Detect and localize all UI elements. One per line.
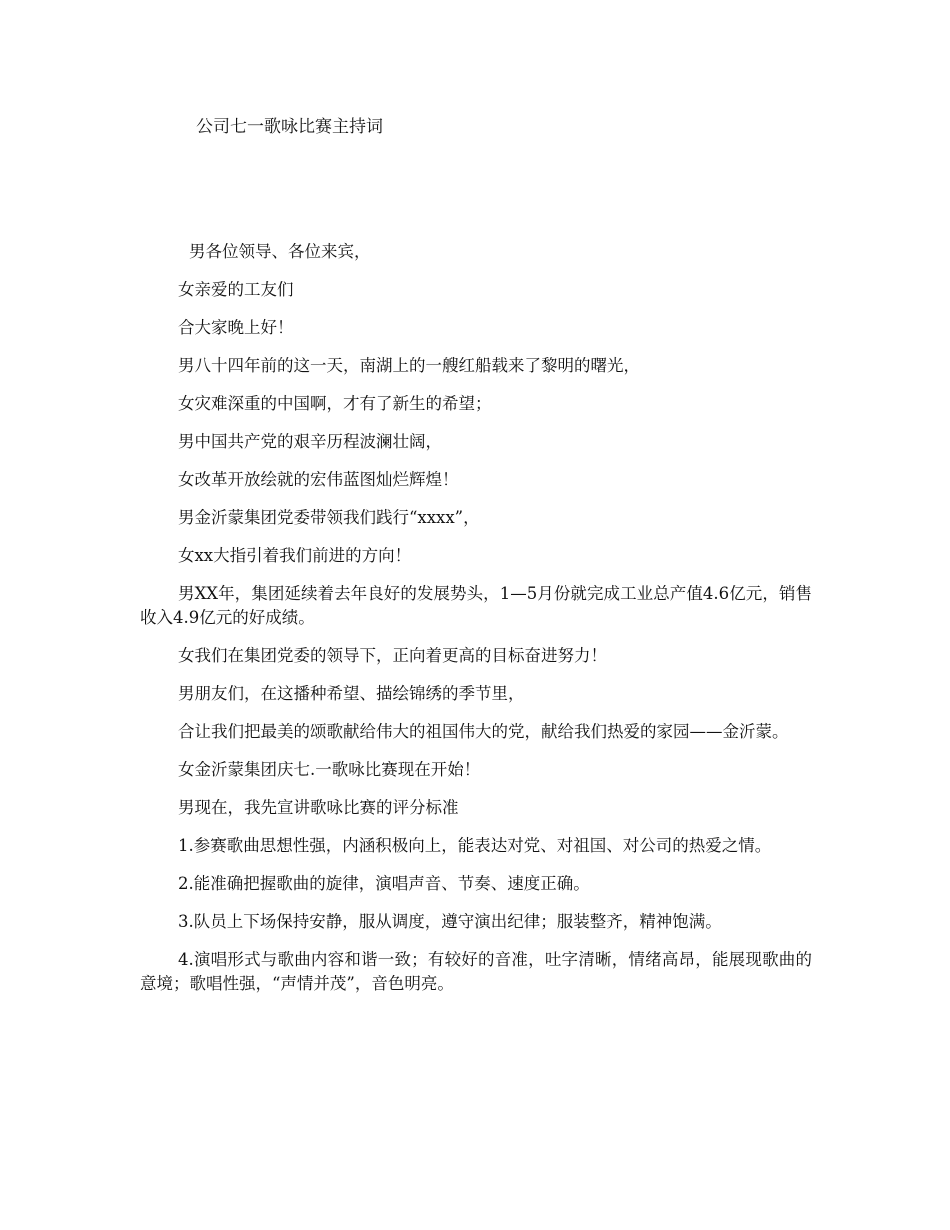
paragraph: 男朋友们，在这播种希望、描绘锦绣的季节里， (178, 684, 525, 703)
paragraph: 合大家晚上好！ (178, 318, 294, 337)
paragraph: 男现在，我先宣讲歌咏比赛的评分标准 (178, 798, 459, 817)
paragraph: 女灾难深重的中国啊，才有了新生的希望； (178, 394, 492, 413)
document-body (140, 240, 812, 1010)
paragraph: 女我们在集团党委的领导下，正向着更高的目标奋进努力！ (178, 646, 607, 665)
paragraph: 男中国共产党的艰辛历程波澜壮阔， (178, 432, 442, 451)
document-title: 公司七一歌咏比赛主持词 (196, 117, 383, 137)
paragraph: 3.队员上下场保持安静，服从调度，遵守演出纪律；服装整齐，精神饱满。 (178, 912, 722, 931)
paragraph: 1.参赛歌曲思想性强，内涵积极向上，能表达对党、对祖国、对公司的热爱之情。 (178, 836, 772, 855)
paragraph: 合让我们把最美的颂歌献给伟大的祖国伟大的党，献给我们热爱的家园——金沂蒙。 (178, 722, 789, 741)
paragraph: 女xx大指引着我们前进的方向！ (178, 546, 412, 565)
paragraph: 女金沂蒙集团庆七.一歌咏比赛现在开始！ (178, 760, 481, 779)
paragraph: 2.能准确把握歌曲的旋律，演唱声音、节奏、速度正确。 (178, 874, 590, 893)
paragraph: 男金沂蒙集团党委带领我们践行“xxxx”， (178, 508, 480, 527)
paragraph: 男各位领导、各位来宾， (189, 242, 371, 261)
paragraph: 男八十四年前的这一天，南湖上的一艘红船载来了黎明的曙光， (178, 356, 640, 375)
paragraph: 女改革开放绘就的宏伟蓝图灿烂辉煌！ (178, 470, 459, 489)
paragraph: 女亲爱的工友们 (178, 280, 294, 299)
paragraph: 4.演唱形式与歌曲内容和谐一致；有较好的音准，吐字清晰，情绪高昂，能展现歌曲的意境；歌唱性强，“声情并茂”，音色明亮。 (140, 950, 812, 993)
paragraph: 男XX年，集团延续着去年良好的发展势头，1—5月份就完成工业总产值4.6亿元，销售收入4.9亿元的好成绩。 (140, 584, 812, 627)
